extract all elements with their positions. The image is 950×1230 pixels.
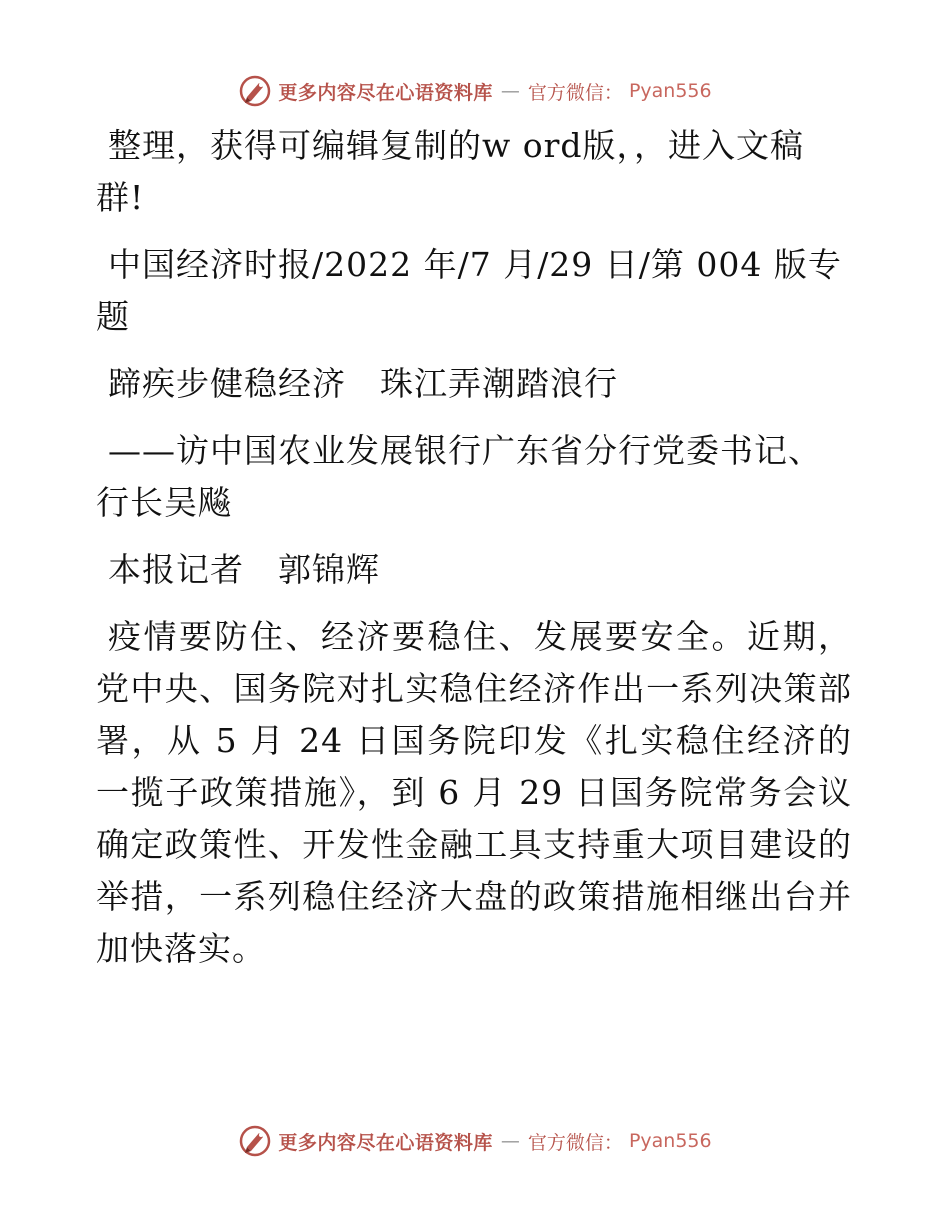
article-headline: 蹄疾步健稳经济 珠江弄潮踏浪行: [108, 364, 618, 403]
pen-logo-icon: [238, 74, 272, 108]
watermark-text: 更多内容尽在心语资料库: [278, 81, 493, 104]
watermark-footer: [0, 1124, 950, 1158]
document-content: [96, 120, 852, 990]
watermark-wechat-label: 官方微信：: [527, 81, 623, 104]
pen-logo-icon: [238, 1124, 272, 1158]
watermark-wechat-id: Pyan556: [628, 1130, 712, 1152]
watermark-separator: —: [500, 80, 520, 102]
article-body-paragraph: 疫情要防住、经济要稳住、发展要安全。近期，党中央、国务院对扎实稳住经济作出一系列决策部署，从 5 月 24 日国务院印发《扎实稳住经济的一揽子政策措施》，到 6 月 29 日国务院常务会议确定政策性、开发性金融工具支持重大项目建设的举措，一系列稳住经济大盘的政策措施相继出台并加快落实。: [96, 617, 852, 968]
watermark-text: 更多内容尽在心语资料库: [278, 1131, 493, 1154]
article-subheadline: ——访中国农业发展银行广东省分行党委书记、行长吴飚: [96, 431, 822, 522]
watermark-wechat-label: 官方微信：: [527, 1131, 623, 1154]
intro-paragraph: 整理，获得可编辑复制的w ord版，，进入文稿群!: [96, 126, 805, 217]
source-line: 中国经济时报/2022 年/7 月/29 日/第 004 版专题: [96, 245, 842, 336]
watermark-header: [0, 74, 950, 108]
watermark-separator: —: [500, 1130, 520, 1152]
article-byline: 本报记者 郭锦辉: [108, 550, 380, 589]
watermark-wechat-id: Pyan556: [628, 80, 712, 102]
